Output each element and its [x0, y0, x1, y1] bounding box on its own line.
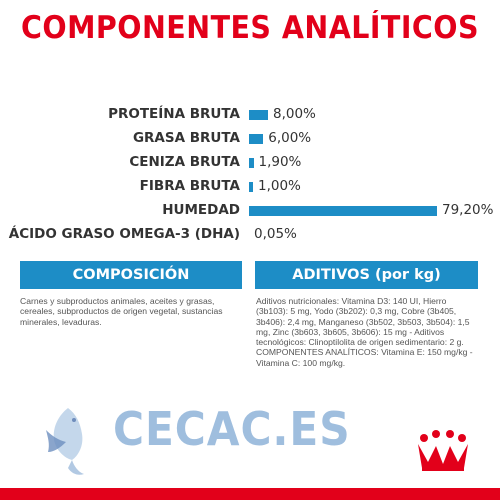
- analytics-value: 0,05%: [254, 226, 297, 242]
- analytics-value: 79,20%: [442, 202, 494, 218]
- analytics-label: CENIZA BRUTA: [129, 154, 240, 170]
- analytics-row: [0, 224, 500, 248]
- watermark-text: CECAC.ES: [113, 402, 351, 456]
- analytics-row: [0, 104, 500, 128]
- analytics-bar-chart: [0, 104, 500, 254]
- page-title: COMPONENTES ANALÍTICOS: [20, 10, 480, 46]
- analytics-label: HUMEDAD: [162, 202, 240, 218]
- analytics-bar: [249, 182, 253, 192]
- composicion-header: COMPOSICIÓN: [20, 261, 242, 289]
- analytics-bar: [249, 110, 268, 120]
- analytics-label: PROTEÍNA BRUTA: [108, 106, 240, 122]
- analytics-bar: [249, 206, 437, 216]
- aditivos-header: ADITIVOS (por kg): [255, 261, 478, 289]
- dove-logo-icon: [38, 400, 98, 480]
- analytics-row: [0, 200, 500, 224]
- composicion-text: Carnes y subproductos animales, aceites y grasas, cereales, subproductos de origen vegetal, sustancias minerales, levaduras.: [20, 296, 223, 327]
- analytics-row: [0, 128, 500, 152]
- analytics-value: 1,90%: [258, 154, 302, 170]
- royal-canin-crown-icon: [414, 430, 472, 472]
- analytics-row: [0, 152, 500, 176]
- bottom-red-band: [0, 488, 500, 500]
- analytics-bar: [249, 158, 254, 168]
- aditivos-text: Aditivos nutricionales: Vitamina D3: 140 UI, Hierro (3b103): 5 mg, Yodo (3b202): 0,3 mg, Cobre (3b405, 3b406): 2,4 mg, Manganeso (3b502, 3b503, 3b504): 1,5 mg, Zinc (3b603, 3b605, 3b606): 15 mg - Aditivos tecnológicos: Clinoptilolita de origen sedimentario: 2 g. COMPONENTES ANALÍTICOS: Vitamina E: 150 mg/kg - Vitamina C: 100 mg/kg.: [256, 296, 473, 368]
- analytics-label: GRASA BRUTA: [132, 130, 240, 146]
- analytics-bar: [249, 134, 263, 144]
- analytics-label: ÁCIDO GRASO OMEGA-3 (DHA): [8, 226, 240, 242]
- analytics-value: 1,00%: [258, 178, 301, 194]
- analytics-value: 6,00%: [268, 130, 312, 146]
- analytics-row: [0, 176, 500, 200]
- analytics-label: FIBRA BRUTA: [139, 178, 240, 194]
- analytics-value: 8,00%: [272, 106, 316, 122]
